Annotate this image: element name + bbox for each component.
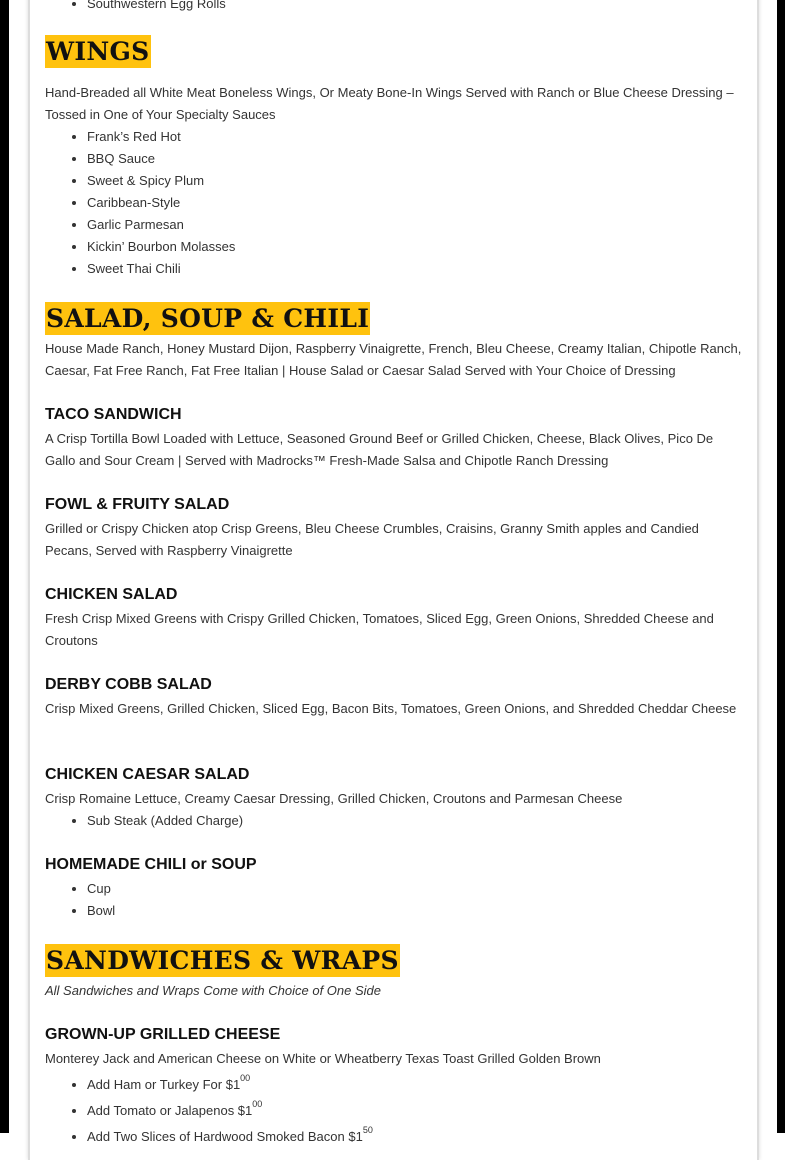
left-frame-bar bbox=[0, 0, 9, 1133]
cobb-title: DERBY COBB SALAD bbox=[45, 676, 212, 693]
grilled-cheese-title: GROWN-UP GRILLED CHEESE bbox=[45, 1026, 281, 1043]
chili-title: HOMEMADE CHILI or SOUP bbox=[45, 856, 257, 873]
chicken-salad-description: Fresh Crisp Mixed Greens with Crispy Grilled Chicken, Tomatoes, Sliced Egg, Green Onions, Shredded Cheese and Croutons bbox=[45, 611, 714, 648]
right-frame-bar bbox=[777, 0, 785, 1133]
sandwiches-note: All Sandwiches and Wraps Come with Choice of One Side bbox=[45, 983, 381, 998]
caesar-title: CHICKEN CAESAR SALAD bbox=[45, 766, 250, 783]
list-item: • Caribbean-Style bbox=[87, 192, 235, 214]
sandwiches-heading: SANDWICHES & WRAPS bbox=[46, 946, 399, 975]
taco-title: TACO SANDWICH bbox=[45, 406, 182, 423]
addon-label: Add Tomato or Jalapenos $1 bbox=[87, 1103, 253, 1118]
list-item: • BBQ Sauce bbox=[87, 148, 235, 170]
addon-cents: 50 bbox=[362, 1125, 373, 1135]
wings-heading: WINGS bbox=[46, 37, 150, 66]
list-item bbox=[87, 1124, 373, 1150]
cobb-description: Crisp Mixed Greens, Grilled Chicken, Sliced Egg, Bacon Bits, Tomatoes, Green Onions, and Shredded Cheddar Cheese bbox=[45, 701, 737, 716]
list-item: • Sweet Thai Chili bbox=[87, 258, 235, 280]
list-item: • Kickin’ Bourbon Molasses bbox=[87, 236, 235, 258]
chili-option-list bbox=[45, 878, 115, 922]
addon-cents: 00 bbox=[252, 1099, 263, 1109]
wings-description: Hand-Breaded all White Meat Boneless Wings, Or Meaty Bone-In Wings Served with Ranch or Blue Cheese Dressing – Tossed in One of Your Specialty Sauces bbox=[45, 85, 734, 122]
salad-heading: SALAD, SOUP & CHILI bbox=[46, 304, 370, 333]
prev-item-list bbox=[45, 0, 226, 15]
fowl-title: FOWL & FRUITY SALAD bbox=[45, 496, 230, 513]
addon-label: Add Two Slices of Hardwood Smoked Bacon $1 bbox=[87, 1129, 363, 1144]
salad-dressings: House Made Ranch, Honey Mustard Dijon, Raspberry Vinaigrette, French, Bleu Cheese, Creamy Italian, Chipotle Ranch, Caesar, Fat Free Ranch, Fat Free Italian | House Salad or Caesar Salad Served with Your Choice of Dressing bbox=[45, 341, 742, 378]
list-item: • Frank’s Red Hot bbox=[87, 126, 235, 148]
list-item bbox=[87, 1098, 373, 1124]
caesar-option-list bbox=[45, 810, 243, 832]
list-item: • Sub Steak (Added Charge) bbox=[87, 810, 243, 832]
list-item: • Bowl bbox=[87, 900, 115, 922]
chicken-salad-title: CHICKEN SALAD bbox=[45, 586, 178, 603]
grilled-cheese-description: Monterey Jack and American Cheese on White or Wheatberry Texas Toast Grilled Golden Brown bbox=[45, 1051, 601, 1066]
list-item: • Cup bbox=[87, 878, 115, 900]
fowl-description: Grilled or Crispy Chicken atop Crisp Greens, Bleu Cheese Crumbles, Craisins, Granny Smith apples and Candied Pecans, Served with Raspberry Vinaigrette bbox=[45, 521, 699, 558]
addon-cents: 00 bbox=[240, 1073, 251, 1083]
list-item: • Garlic Parmesan bbox=[87, 214, 235, 236]
wings-sauce-list bbox=[45, 126, 235, 280]
taco-description: A Crisp Tortilla Bowl Loaded with Lettuce, Seasoned Ground Beef or Grilled Chicken, Cheese, Black Olives, Pico De Gallo and Sour Cream | Served with Madrocks™ Fresh-Made Salsa and Chipotle Ranch Dressing bbox=[45, 431, 714, 468]
caesar-description: Crisp Romaine Lettuce, Creamy Caesar Dressing, Grilled Chicken, Croutons and Parmesan Cheese bbox=[45, 791, 623, 806]
addon-label: Add Ham or Turkey For $1 bbox=[87, 1077, 241, 1092]
grilled-cheese-addons bbox=[45, 1072, 373, 1150]
list-item: • Sweet & Spicy Plum bbox=[87, 170, 235, 192]
list-item bbox=[87, 1072, 373, 1098]
list-item: • Southwestern Egg Rolls bbox=[87, 0, 226, 15]
